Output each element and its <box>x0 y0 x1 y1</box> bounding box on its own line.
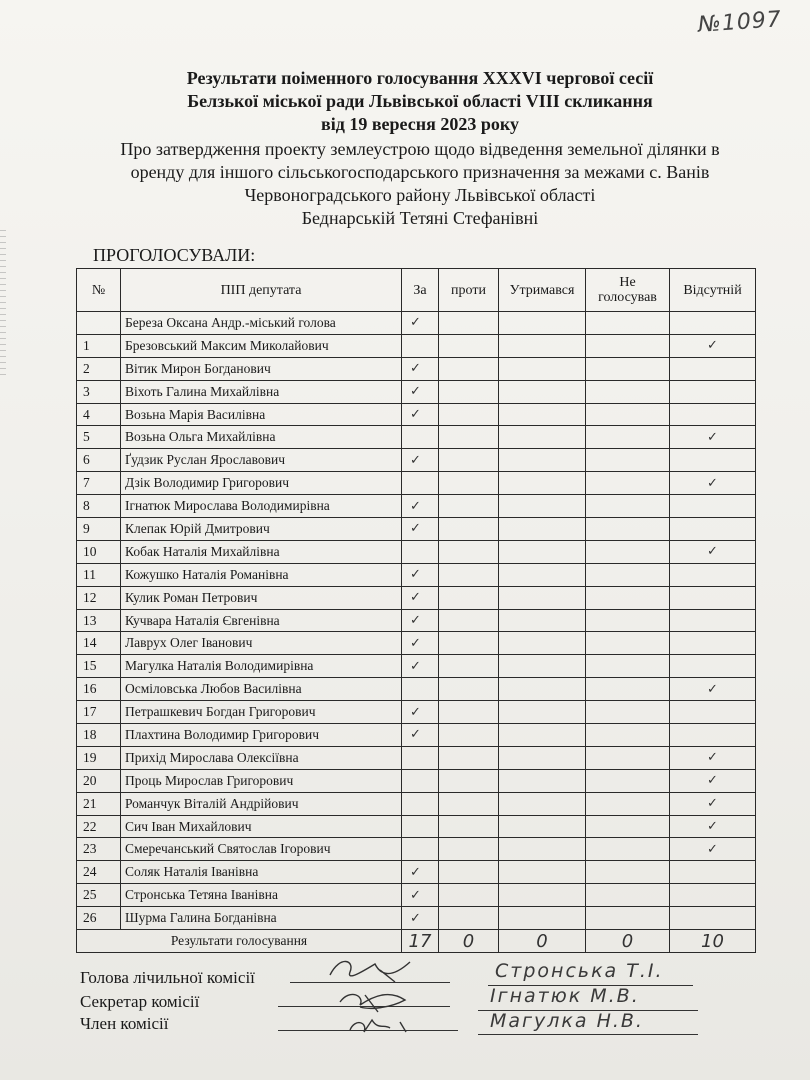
deputy-name: Кожушко Наталія Романівна <box>121 563 402 586</box>
cell-utrym <box>499 380 586 403</box>
cell-vidsutnii-check-mark: ✓ <box>670 334 756 357</box>
cell-proty <box>439 563 499 586</box>
cell-vidsutnii <box>670 495 756 518</box>
cell-vidsutnii-check-mark: ✓ <box>670 838 756 861</box>
cell-proty <box>439 449 499 472</box>
cell-ne-holosuvav <box>586 815 670 838</box>
cell-vidsutnii <box>670 907 756 930</box>
cell-utrym <box>499 609 586 632</box>
chair-label: Голова лічильної комісії <box>80 968 255 987</box>
row-number <box>77 312 121 335</box>
cell-proty <box>439 334 499 357</box>
cell-proty <box>439 861 499 884</box>
row-number: 21 <box>77 792 121 815</box>
row-number: 13 <box>77 609 121 632</box>
cell-ne-holosuvav <box>586 792 670 815</box>
cell-za-check-mark: ✓ <box>402 701 439 724</box>
cell-vidsutnii <box>670 449 756 472</box>
cell-za <box>402 334 439 357</box>
cell-ne-holosuvav <box>586 884 670 907</box>
cell-za-check-mark: ✓ <box>402 632 439 655</box>
cell-vidsutnii <box>670 701 756 724</box>
cell-za <box>402 792 439 815</box>
results-label: Результати голосування <box>77 930 402 953</box>
row-number: 4 <box>77 403 121 426</box>
cell-proty <box>439 312 499 335</box>
cell-utrym <box>499 724 586 747</box>
row-number: 10 <box>77 540 121 563</box>
cell-za-check-mark: ✓ <box>402 724 439 747</box>
deputy-name: Осміловська Любов Василівна <box>121 678 402 701</box>
header-no: № <box>77 269 121 312</box>
cell-utrym <box>499 838 586 861</box>
cell-proty <box>439 746 499 769</box>
table-row <box>77 403 756 426</box>
cell-vidsutnii <box>670 609 756 632</box>
title-line-1: Результати поіменного голосування XXXVI чергової сесії <box>186 68 654 88</box>
cell-ne-holosuvav <box>586 380 670 403</box>
deputy-name: Кулик Роман Петрович <box>121 586 402 609</box>
cell-proty <box>439 540 499 563</box>
cell-za-check-mark: ✓ <box>402 907 439 930</box>
deputy-name: Стронська Тетяна Іванівна <box>121 884 402 907</box>
cell-utrym <box>499 884 586 907</box>
row-number: 2 <box>77 357 121 380</box>
cell-utrym <box>499 769 586 792</box>
table-row <box>77 334 756 357</box>
cell-za-check-mark: ✓ <box>402 586 439 609</box>
table-row <box>77 678 756 701</box>
table-row <box>77 312 756 335</box>
voted-label: ПРОГОЛОСУВАЛИ: <box>93 245 256 265</box>
deputy-name: Соляк Наталія Іванівна <box>121 861 402 884</box>
cell-za <box>402 769 439 792</box>
cell-utrym <box>499 334 586 357</box>
header-za: За <box>402 269 439 312</box>
member-name: Магулка Н.В. <box>490 1010 644 1032</box>
row-number: 26 <box>77 907 121 930</box>
cell-za <box>402 815 439 838</box>
cell-za <box>402 678 439 701</box>
cell-za-check-mark: ✓ <box>402 495 439 518</box>
table-row <box>77 563 756 586</box>
cell-utrym <box>499 518 586 541</box>
cell-utrym <box>499 907 586 930</box>
row-number: 19 <box>77 746 121 769</box>
table-row <box>77 724 756 747</box>
deputy-name: Кобак Наталія Михайлівна <box>121 540 402 563</box>
cell-vidsutnii-check-mark: ✓ <box>670 540 756 563</box>
deputy-name: Береза Оксана Андр.-міський голова <box>121 312 402 335</box>
cell-utrym <box>499 586 586 609</box>
row-number: 17 <box>77 701 121 724</box>
cell-proty <box>439 495 499 518</box>
cell-ne-holosuvav <box>586 678 670 701</box>
handwritten-signatures <box>320 950 450 1045</box>
deputy-name: Романчук Віталій Андрійович <box>121 792 402 815</box>
cell-ne-holosuvav <box>586 403 670 426</box>
header-ne-holosuvav <box>586 269 670 312</box>
table-row <box>77 609 756 632</box>
cell-proty <box>439 884 499 907</box>
cell-proty <box>439 701 499 724</box>
cell-vidsutnii <box>670 724 756 747</box>
table-row <box>77 632 756 655</box>
cell-utrym <box>499 540 586 563</box>
table-row <box>77 357 756 380</box>
cell-utrym <box>499 632 586 655</box>
cell-utrym <box>499 792 586 815</box>
row-number: 24 <box>77 861 121 884</box>
member-label: Член комісії <box>80 1014 169 1033</box>
subject-line-3: Червоноградського району Львівської області <box>244 185 596 205</box>
cell-vidsutnii <box>670 586 756 609</box>
row-number: 25 <box>77 884 121 907</box>
deputy-name: Плахтина Володимир Григорович <box>121 724 402 747</box>
cell-proty <box>439 838 499 861</box>
table-row <box>77 907 756 930</box>
subject-line-2: оренду для іншого сільськогосподарського призначення за межами с. Ванів <box>130 162 710 182</box>
cell-za-check-mark: ✓ <box>402 449 439 472</box>
deputy-name: Лаврух Олег Іванович <box>121 632 402 655</box>
table-row <box>77 586 756 609</box>
table-row <box>77 746 756 769</box>
results-za: 17 <box>402 930 439 953</box>
cell-ne-holosuvav <box>586 769 670 792</box>
deputy-name: Ґудзик Руслан Ярославович <box>121 449 402 472</box>
cell-ne-holosuvav <box>586 472 670 495</box>
cell-proty <box>439 907 499 930</box>
cell-za-check-mark: ✓ <box>402 563 439 586</box>
cell-utrym <box>499 655 586 678</box>
cell-proty <box>439 769 499 792</box>
deputy-name: Кучвара Наталія Євгенівна <box>121 609 402 632</box>
cell-proty <box>439 792 499 815</box>
cell-vidsutnii <box>670 380 756 403</box>
results-utrym: 0 <box>499 930 586 953</box>
deputy-name: Проць Мирослав Григорович <box>121 769 402 792</box>
row-number: 6 <box>77 449 121 472</box>
cell-utrym <box>499 312 586 335</box>
cell-vidsutnii <box>670 518 756 541</box>
cell-ne-holosuvav <box>586 540 670 563</box>
cell-za <box>402 472 439 495</box>
cell-vidsutnii <box>670 312 756 335</box>
cell-utrym <box>499 678 586 701</box>
cell-ne-holosuvav <box>586 426 670 449</box>
table-row <box>77 884 756 907</box>
cell-proty <box>439 518 499 541</box>
cell-proty <box>439 357 499 380</box>
table-row <box>77 518 756 541</box>
results-ne: 0 <box>586 930 670 953</box>
cell-za-check-mark: ✓ <box>402 861 439 884</box>
cell-ne-holosuvav <box>586 495 670 518</box>
cell-vidsutnii <box>670 563 756 586</box>
voting-table <box>76 268 756 953</box>
cell-vidsutnii <box>670 884 756 907</box>
cell-za-check-mark: ✓ <box>402 609 439 632</box>
cell-utrym <box>499 746 586 769</box>
secretary-label: Секретар комісії <box>80 992 200 1011</box>
deputy-name: Клепак Юрій Дмитрович <box>121 518 402 541</box>
cell-vidsutnii <box>670 655 756 678</box>
cell-proty <box>439 586 499 609</box>
table-row <box>77 792 756 815</box>
table-row <box>77 838 756 861</box>
table-row <box>77 701 756 724</box>
cell-ne-holosuvav <box>586 357 670 380</box>
subject-line-4: Беднарській Тетяні Стефанівні <box>301 208 539 228</box>
table-row <box>77 861 756 884</box>
cell-utrym <box>499 861 586 884</box>
cell-ne-holosuvav <box>586 746 670 769</box>
cell-ne-holosuvav <box>586 907 670 930</box>
deputy-name: Сич Іван Михайлович <box>121 815 402 838</box>
results-vids: 10 <box>670 930 756 953</box>
member-name-line <box>478 1034 698 1035</box>
deputy-name: Магулка Наталія Володимирівна <box>121 655 402 678</box>
subject-line-1: Про затвердження проекту землеустрою щодо відведення земельної ділянки в <box>120 139 720 159</box>
table-row <box>77 380 756 403</box>
table-header-row <box>77 269 756 312</box>
cell-ne-holosuvav <box>586 334 670 357</box>
document-number: №1097 <box>697 7 783 38</box>
header-name: ПІП депутата <box>121 269 402 312</box>
cell-vidsutnii <box>670 357 756 380</box>
deputy-name: Возьна Марія Василівна <box>121 403 402 426</box>
secretary-name: Ігнатюк М.В. <box>490 985 640 1007</box>
cell-proty <box>439 655 499 678</box>
cell-za-check-mark: ✓ <box>402 312 439 335</box>
cell-proty <box>439 426 499 449</box>
row-number: 1 <box>77 334 121 357</box>
cell-utrym <box>499 403 586 426</box>
cell-utrym <box>499 357 586 380</box>
cell-utrym <box>499 815 586 838</box>
title-line-2: Белзької міської ради Львівської області VIII скликання <box>187 91 653 111</box>
cell-utrym <box>499 472 586 495</box>
header-proty: проти <box>439 269 499 312</box>
header-ne-line-2: голосував <box>598 290 657 305</box>
cell-proty <box>439 678 499 701</box>
cell-za <box>402 426 439 449</box>
row-number: 18 <box>77 724 121 747</box>
deputy-name: Петрашкевич Богдан Григорович <box>121 701 402 724</box>
cell-ne-holosuvav <box>586 701 670 724</box>
cell-utrym <box>499 701 586 724</box>
cell-za <box>402 746 439 769</box>
cell-utrym <box>499 449 586 472</box>
table-row <box>77 540 756 563</box>
cell-vidsutnii-check-mark: ✓ <box>670 678 756 701</box>
cell-proty <box>439 724 499 747</box>
row-number: 23 <box>77 838 121 861</box>
cell-utrym <box>499 495 586 518</box>
cell-vidsutnii-check-mark: ✓ <box>670 769 756 792</box>
cell-vidsutnii-check-mark: ✓ <box>670 426 756 449</box>
cell-proty <box>439 403 499 426</box>
cell-vidsutnii-check-mark: ✓ <box>670 815 756 838</box>
cell-za-check-mark: ✓ <box>402 655 439 678</box>
cell-za-check-mark: ✓ <box>402 518 439 541</box>
deputy-name: Прихід Мирослава Олексіївна <box>121 746 402 769</box>
cell-vidsutnii <box>670 403 756 426</box>
row-number: 5 <box>77 426 121 449</box>
cell-za-check-mark: ✓ <box>402 884 439 907</box>
deputy-name: Возьна Ольга Михайлівна <box>121 426 402 449</box>
cell-ne-holosuvav <box>586 586 670 609</box>
cell-vidsutnii-check-mark: ✓ <box>670 472 756 495</box>
row-number: 8 <box>77 495 121 518</box>
deputy-name: Шурма Галина Богданівна <box>121 907 402 930</box>
cell-proty <box>439 609 499 632</box>
cell-ne-holosuvav <box>586 724 670 747</box>
deputy-name: Віхоть Галина Михайлівна <box>121 380 402 403</box>
row-number: 15 <box>77 655 121 678</box>
row-number: 16 <box>77 678 121 701</box>
row-number: 11 <box>77 563 121 586</box>
results-proty: 0 <box>439 930 499 953</box>
table-row <box>77 495 756 518</box>
cell-za <box>402 838 439 861</box>
table-row <box>77 769 756 792</box>
cell-ne-holosuvav <box>586 518 670 541</box>
row-number: 7 <box>77 472 121 495</box>
row-number: 9 <box>77 518 121 541</box>
deputy-name: Дзік Володимир Григорович <box>121 472 402 495</box>
table-row <box>77 449 756 472</box>
cell-za-check-mark: ✓ <box>402 357 439 380</box>
row-number: 20 <box>77 769 121 792</box>
cell-ne-holosuvav <box>586 655 670 678</box>
cell-vidsutnii-check-mark: ✓ <box>670 792 756 815</box>
cell-vidsutnii <box>670 861 756 884</box>
cell-ne-holosuvav <box>586 449 670 472</box>
cell-ne-holosuvav <box>586 609 670 632</box>
row-number: 22 <box>77 815 121 838</box>
cell-za <box>402 540 439 563</box>
binder-marks <box>0 230 6 380</box>
cell-za-check-mark: ✓ <box>402 380 439 403</box>
row-number: 14 <box>77 632 121 655</box>
cell-utrym <box>499 563 586 586</box>
deputy-name: Смеречанський Святослав Ігорович <box>121 838 402 861</box>
cell-ne-holosuvav <box>586 861 670 884</box>
chair-name: Стронська Т.І. <box>495 960 664 982</box>
cell-proty <box>439 632 499 655</box>
table-row <box>77 655 756 678</box>
deputy-name: Брезовський Максим Миколайович <box>121 334 402 357</box>
header-vidsutnii: Відсутній <box>670 269 756 312</box>
cell-ne-holosuvav <box>586 312 670 335</box>
cell-ne-holosuvav <box>586 838 670 861</box>
table-row <box>77 815 756 838</box>
deputy-name: Ігнатюк Мирослава Володимирівна <box>121 495 402 518</box>
row-number: 12 <box>77 586 121 609</box>
table-row <box>77 472 756 495</box>
cell-proty <box>439 815 499 838</box>
header-utrym: Утримався <box>499 269 586 312</box>
table-row <box>77 426 756 449</box>
cell-za-check-mark: ✓ <box>402 403 439 426</box>
row-number: 3 <box>77 380 121 403</box>
cell-vidsutnii-check-mark: ✓ <box>670 746 756 769</box>
cell-ne-holosuvav <box>586 563 670 586</box>
cell-utrym <box>499 426 586 449</box>
cell-ne-holosuvav <box>586 632 670 655</box>
cell-vidsutnii <box>670 632 756 655</box>
cell-proty <box>439 472 499 495</box>
cell-proty <box>439 380 499 403</box>
title-line-3: від 19 вересня 2023 року <box>321 114 519 134</box>
deputy-name: Вітик Мирон Богданович <box>121 357 402 380</box>
header-ne-line-1: Не <box>619 275 636 290</box>
